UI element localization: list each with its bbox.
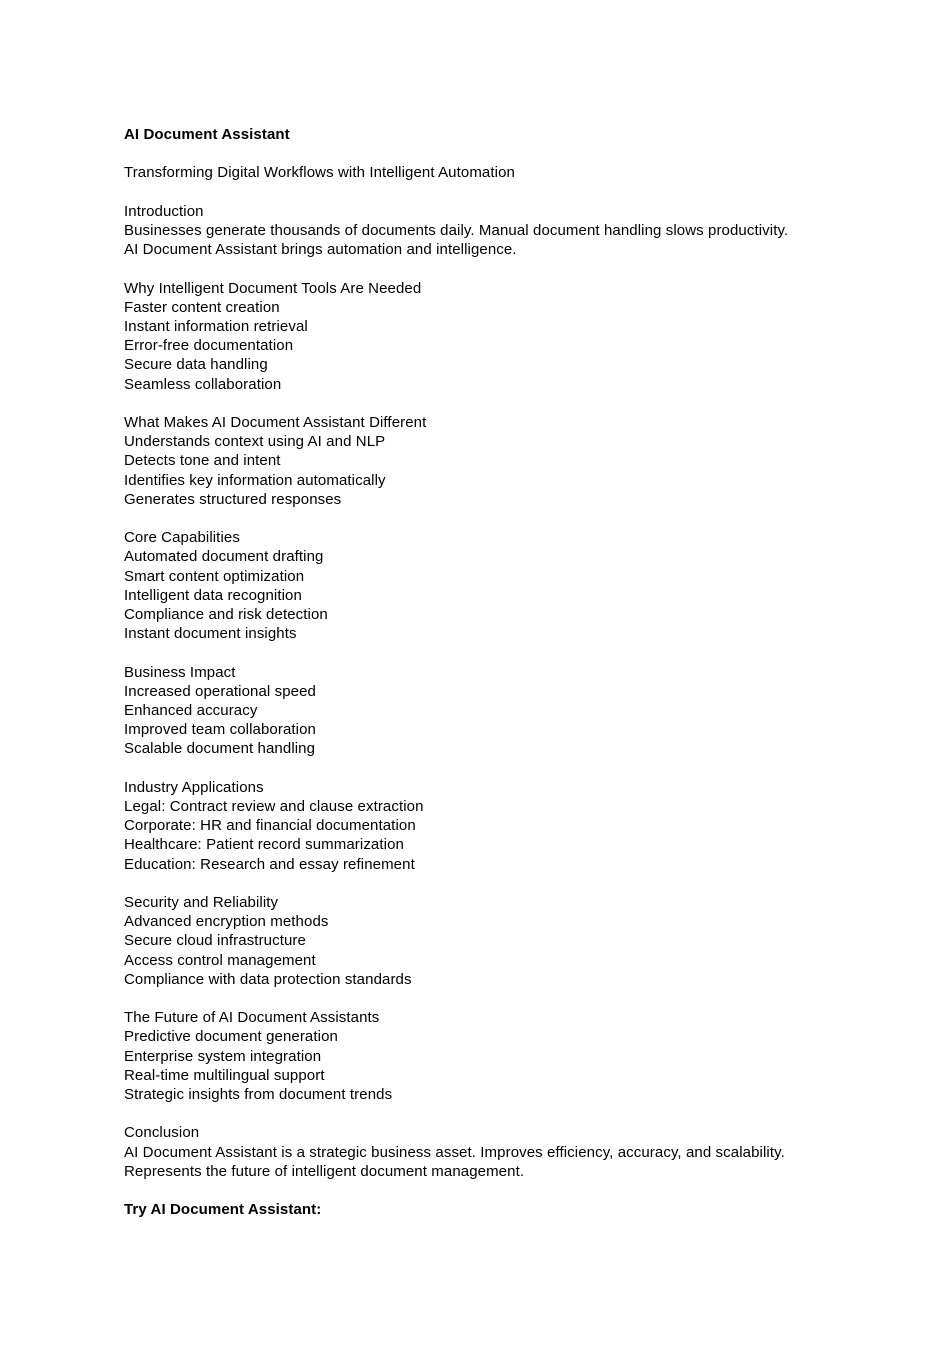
- section-future-of-ai-document-assistants: [124, 1008, 852, 1104]
- section-line: Instant information retrieval: [124, 317, 308, 335]
- section-business-impact: [124, 663, 852, 759]
- section-line: Instant document insights: [124, 625, 297, 643]
- section-core-capabilities: [124, 528, 852, 643]
- section-line: Access control management: [124, 951, 316, 969]
- section-line: Increased operational speed: [124, 682, 317, 700]
- section-line: Compliance with data protection standards: [124, 970, 412, 988]
- document-subtitle: Transforming Digital Workflows with Intelligent Automation: [124, 164, 515, 182]
- section-line: Represents the future of intelligent document management.: [124, 1162, 525, 1180]
- section-line: Intelligent data recognition: [124, 586, 302, 604]
- section-heading: What Makes AI Document Assistant Different: [124, 413, 427, 431]
- section-line: Seamless collaboration: [124, 375, 282, 393]
- section-line: Error-free documentation: [124, 337, 294, 355]
- section-what-makes-different: [124, 413, 852, 509]
- section-line: Improved team collaboration: [124, 721, 316, 739]
- section-line: Understands context using AI and NLP: [124, 433, 386, 451]
- section-line: Real-time multilingual support: [124, 1066, 325, 1084]
- section-line: Businesses generate thousands of documents daily. Manual document handling slows productivity.: [124, 221, 789, 239]
- section-line: Generates structured responses: [124, 490, 342, 508]
- section-heading: Conclusion: [124, 1124, 200, 1142]
- section-line: Education: Research and essay refinement: [124, 855, 415, 873]
- section-line: AI Document Assistant is a strategic business asset. Improves efficiency, accuracy, and scalability.: [124, 1143, 785, 1161]
- section-heading: Business Impact: [124, 663, 236, 681]
- section-why-intelligent-document-tools: [124, 279, 852, 394]
- section-conclusion: [124, 1123, 852, 1181]
- section-line: Enterprise system integration: [124, 1047, 322, 1065]
- section-heading: The Future of AI Document Assistants: [124, 1009, 380, 1027]
- section-line: Secure cloud infrastructure: [124, 932, 306, 950]
- section-line: Secure data handling: [124, 356, 268, 374]
- section-line: Enhanced accuracy: [124, 702, 258, 719]
- section-line: AI Document Assistant brings automation and intelligence.: [124, 241, 517, 259]
- section-introduction: [124, 202, 852, 260]
- section-line: Legal: Contract review and clause extraction: [124, 798, 424, 815]
- section-line: Detects tone and intent: [124, 452, 281, 470]
- section-security-and-reliability: [124, 893, 852, 989]
- section-line: Automated document drafting: [124, 548, 324, 566]
- section-line: Smart content optimization: [124, 567, 305, 585]
- section-heading: Why Intelligent Document Tools Are Needed: [124, 279, 422, 297]
- section-line: Predictive document generation: [124, 1028, 338, 1046]
- section-line: Strategic insights from document trends: [124, 1086, 393, 1104]
- section-heading: Core Capabilities: [124, 529, 240, 547]
- cta-heading: Try AI Document Assistant:: [124, 1201, 322, 1219]
- section-line: Scalable document handling: [124, 740, 316, 758]
- section-line: Corporate: HR and financial documentation: [124, 817, 416, 835]
- section-line: Faster content creation: [124, 298, 280, 316]
- section-line: Compliance and risk detection: [124, 606, 328, 623]
- section-line: Healthcare: Patient record summarization: [124, 836, 404, 854]
- section-heading: Introduction: [124, 202, 204, 220]
- section-line: Advanced encryption methods: [124, 913, 329, 931]
- section-heading: Industry Applications: [124, 778, 264, 796]
- section-line: Identifies key information automatically: [124, 471, 386, 489]
- section-heading: Security and Reliability: [124, 894, 279, 911]
- section-industry-applications: [124, 778, 852, 874]
- document-title: AI Document Assistant: [124, 126, 290, 143]
